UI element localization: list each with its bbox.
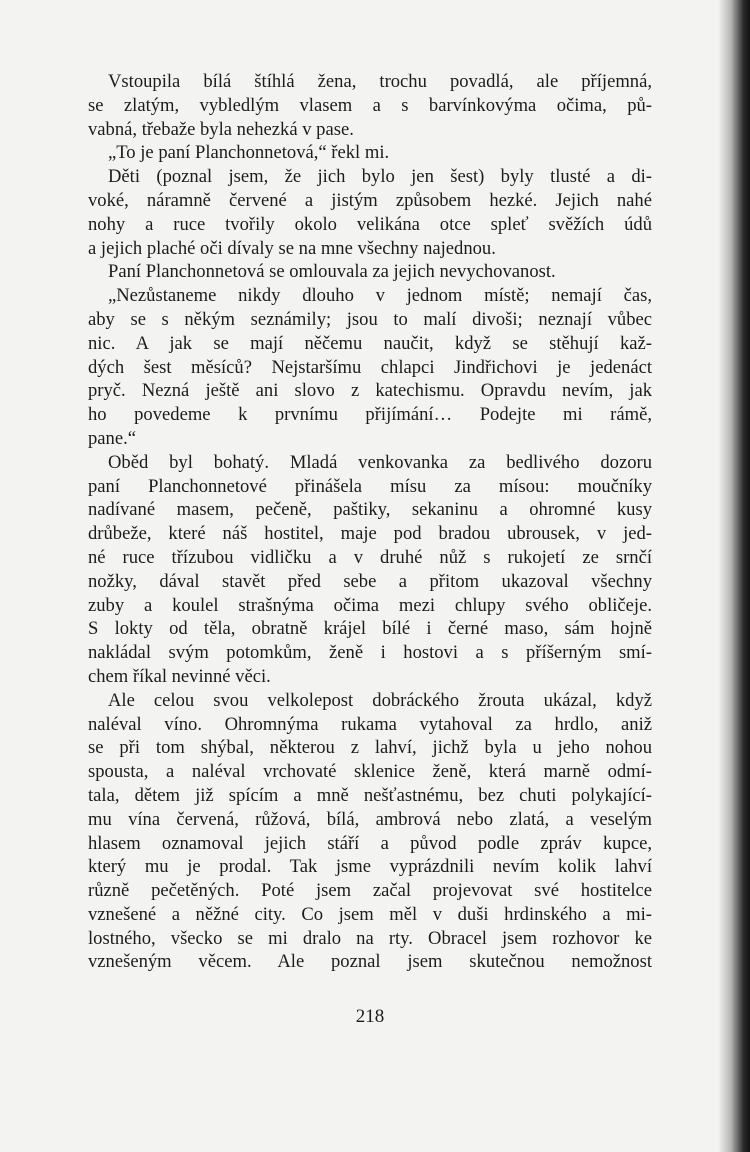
text-line: různě pečetěných. Poté jsem začal projevovat své hostitelce [88, 880, 652, 902]
paragraph [88, 284, 652, 451]
text-line: tala, dětem již spícím a mně nešťastnému, bez chuti polykající- [88, 784, 652, 806]
text-line: se při tom shýbal, některou z lahví, jichž byla u jeho nohou [88, 737, 652, 759]
text-line: pryč. Nezná ještě ani slovo z katechismu. Opravdu nevím, jak [88, 380, 652, 402]
paragraph [88, 260, 652, 284]
text-line: hlasem oznamoval jejich stáří a původ podle zpráv kupce, [88, 832, 652, 854]
text-line: nic. A jak se mají něčemu naučit, když se stěhují kaž- [88, 332, 652, 354]
text-line: S lokty od těla, obratně krájel bílé i černé maso, sám hojně [88, 618, 652, 640]
text-line: lostného, všecko se mi dralo na rty. Obracel jsem rozhovor ke [88, 927, 652, 949]
text-line: vabná, třebaže byla nehezká v pase. [88, 118, 354, 140]
text-line: dých šest měsíců? Nejstaršímu chlapci Jindřichovi je jedenáct [88, 356, 652, 378]
text-line: Ale celou svou velkolepost dobráckého žrouta ukázal, když [108, 689, 652, 711]
paragraph [88, 70, 652, 141]
text-line: nakládal svým potomkům, ženě i hostovi a s příšerným smí- [88, 642, 652, 664]
text-line: spousta, a naléval vrchovaté sklenice ženě, která marně odmí- [88, 761, 652, 783]
text-line: ho povedeme k prvnímu přijímání… Podejte mi rámě, [88, 404, 652, 426]
text-line: a jejich plaché oči dívaly se na mne všechny najednou. [88, 237, 496, 259]
text-line: který mu je prodal. Tak jsme vyprázdnili nevím kolik lahví [88, 856, 652, 878]
text-line: vznešeným věcem. Ale poznal jsem skutečnou nemožnost [88, 951, 652, 973]
paragraph [88, 689, 652, 975]
text-line: Oběd byl bohatý. Mladá venkovanka za bedlivého dozoru [108, 451, 652, 473]
text-line: né ruce třízubou vidličku a v druhé nůž s rukojetí ze srnčí [88, 546, 652, 568]
text-line: voké, náramně červené a jistým způsobem hezké. Jejich nahé [88, 189, 652, 211]
text-line: nohy a ruce tvořily okolo velikána otce spleť svěžích údů [88, 213, 652, 235]
text-line: Děti (poznal jsem, že jich bylo jen šest) byly tlusté a di- [108, 166, 652, 188]
text-line: mu vína červená, růžová, bílá, ambrová nebo zlatá, a veselým [88, 808, 652, 830]
text-line: nadívané masem, pečeně, paštiky, sekaninu a ohromné kusy [88, 499, 652, 521]
text-line: „Nezůstaneme nikdy dlouho v jednom místě; nemají čas, [108, 285, 652, 307]
text-line: nožky, dával stavět před sebe a přitom ukazoval všechny [88, 570, 652, 592]
text-line: chem říkal nevinné věci. [88, 665, 271, 687]
text-line: pane.“ [88, 427, 137, 449]
text-line: drůbeže, které náš hostitel, maje pod bradou ubrousek, v jed- [88, 523, 652, 545]
page-number: 218 [355, 1006, 385, 1027]
paragraph [88, 165, 652, 260]
text-line: zuby a koulel strašnýma očima mezi chlupy svého obličeje. [88, 594, 652, 616]
text-line: naléval víno. Ohromnýma rukama vytahoval za hrdlo, aniž [88, 713, 652, 735]
text-line: Vstoupila bílá štíhlá žena, trochu povadlá, ale příjemná, [108, 71, 652, 92]
text-line: „To je paní Planchonnetová,“ řekl mi. [108, 142, 390, 164]
paragraph [88, 451, 652, 689]
text-line: paní Planchonnetové přinášela mísu za mísou: moučníky [88, 475, 652, 497]
text-line: Paní Planchonnetová se omlouvala za jejich nevychovanost. [108, 261, 556, 283]
text-line: se zlatým, vybledlým vlasem a s barvínkovýma očima, pů- [88, 94, 652, 116]
text-line: aby se s někým seznámily; jsou to malí divoši; neznají vůbec [88, 308, 652, 330]
page-binding-shadow [718, 0, 750, 1152]
page-body-text [88, 70, 652, 974]
paragraph [88, 141, 652, 165]
text-line: vznešené a něžné city. Co jsem měl v duši hrdinského a mi- [88, 903, 652, 925]
